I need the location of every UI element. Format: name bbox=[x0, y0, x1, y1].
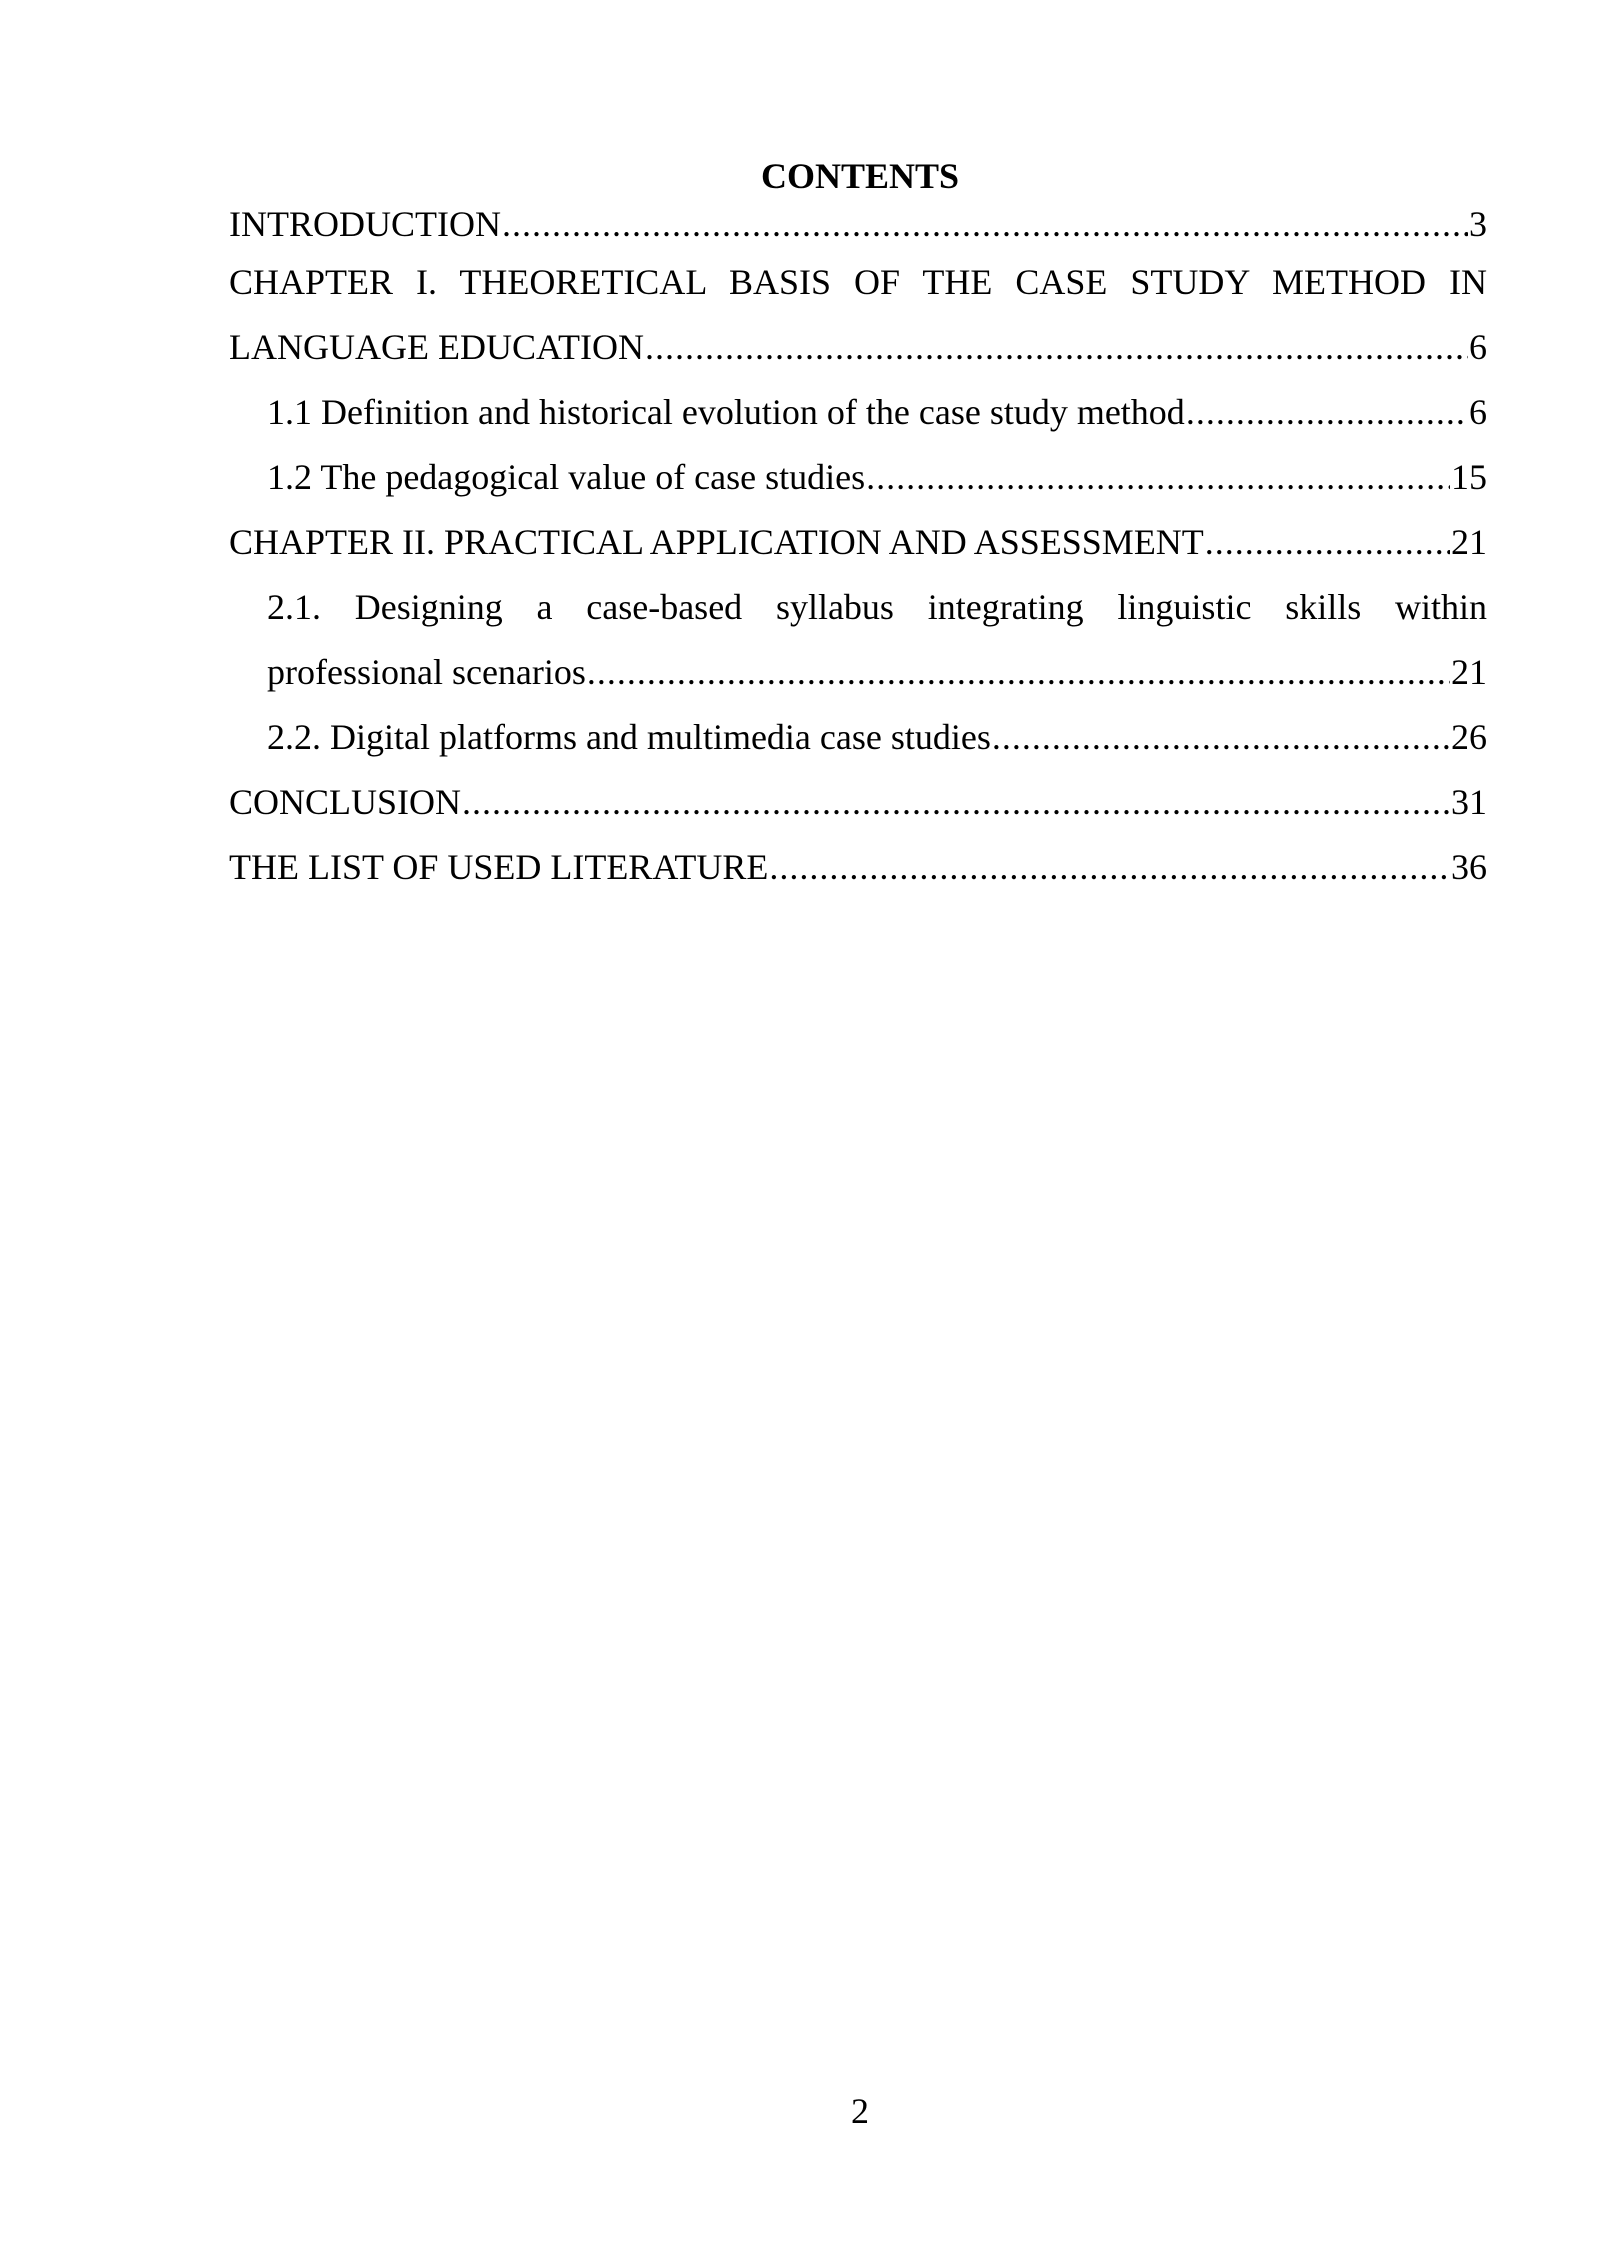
toc-entry-label: LANGUAGE EDUCATION bbox=[229, 327, 644, 367]
toc-entry-conclusion[interactable] bbox=[229, 770, 1487, 835]
toc-entry-page: 26 bbox=[1451, 717, 1487, 757]
dot-leader bbox=[1205, 510, 1450, 575]
dot-leader bbox=[992, 705, 1450, 770]
toc-entry-page: 36 bbox=[1451, 847, 1487, 887]
dot-leader bbox=[769, 835, 1450, 900]
dot-leader bbox=[502, 198, 1468, 250]
toc-entry-label: 2.2. Digital platforms and multimedia case studies bbox=[267, 717, 991, 757]
page-number: 2 bbox=[851, 2091, 869, 2131]
dot-leader bbox=[462, 770, 1450, 835]
dot-leader bbox=[587, 640, 1450, 705]
contents-heading: CONTENTS bbox=[760, 156, 960, 196]
toc-entry-label: CHAPTER II. PRACTICAL APPLICATION AND ASSESSMENT bbox=[229, 522, 1204, 562]
toc-entry-label-line-1: 2.1. Designing a case-based syllabus integrating linguistic skills within bbox=[267, 587, 1487, 627]
toc-entry-label-line-1: CHAPTER I. THEORETICAL BASIS OF THE CASE STUDY METHOD IN bbox=[229, 262, 1487, 302]
toc-entry-page: 3 bbox=[1469, 204, 1487, 244]
toc-entry-label: INTRODUCTION bbox=[229, 204, 501, 244]
dot-leader bbox=[1186, 380, 1468, 445]
toc-entry-section-1-1[interactable] bbox=[229, 380, 1487, 445]
toc-entry-page: 21 bbox=[1451, 522, 1487, 562]
toc-entry-section-1-2[interactable] bbox=[229, 445, 1487, 510]
toc-entry-page: 21 bbox=[1451, 652, 1487, 692]
toc-entry-label: professional scenarios bbox=[267, 652, 586, 692]
toc-entry-chapter-2[interactable] bbox=[229, 510, 1487, 575]
toc-entry-label: 1.1 Definition and historical evolution of the case study method bbox=[267, 392, 1185, 432]
toc-entry-page: 15 bbox=[1451, 457, 1487, 497]
toc-entry-label: 1.2 The pedagogical value of case studies bbox=[267, 457, 866, 497]
toc-entry-page: 6 bbox=[1469, 392, 1487, 432]
toc-entry-section-2-1[interactable] bbox=[229, 575, 1487, 705]
toc-entry-literature[interactable] bbox=[229, 835, 1487, 900]
toc-entry-page: 31 bbox=[1451, 782, 1487, 822]
toc-entry-section-2-2[interactable] bbox=[229, 705, 1487, 770]
toc-entry-introduction[interactable] bbox=[229, 198, 1487, 250]
toc-entry-page: 6 bbox=[1469, 327, 1487, 367]
toc-entry-chapter-1[interactable] bbox=[229, 250, 1487, 380]
dot-leader bbox=[645, 315, 1468, 380]
table-of-contents bbox=[229, 198, 1487, 900]
dot-leader bbox=[866, 445, 1450, 510]
toc-entry-label: CONCLUSION bbox=[229, 782, 462, 822]
toc-entry-label: THE LIST OF USED LITERATURE bbox=[229, 847, 769, 887]
